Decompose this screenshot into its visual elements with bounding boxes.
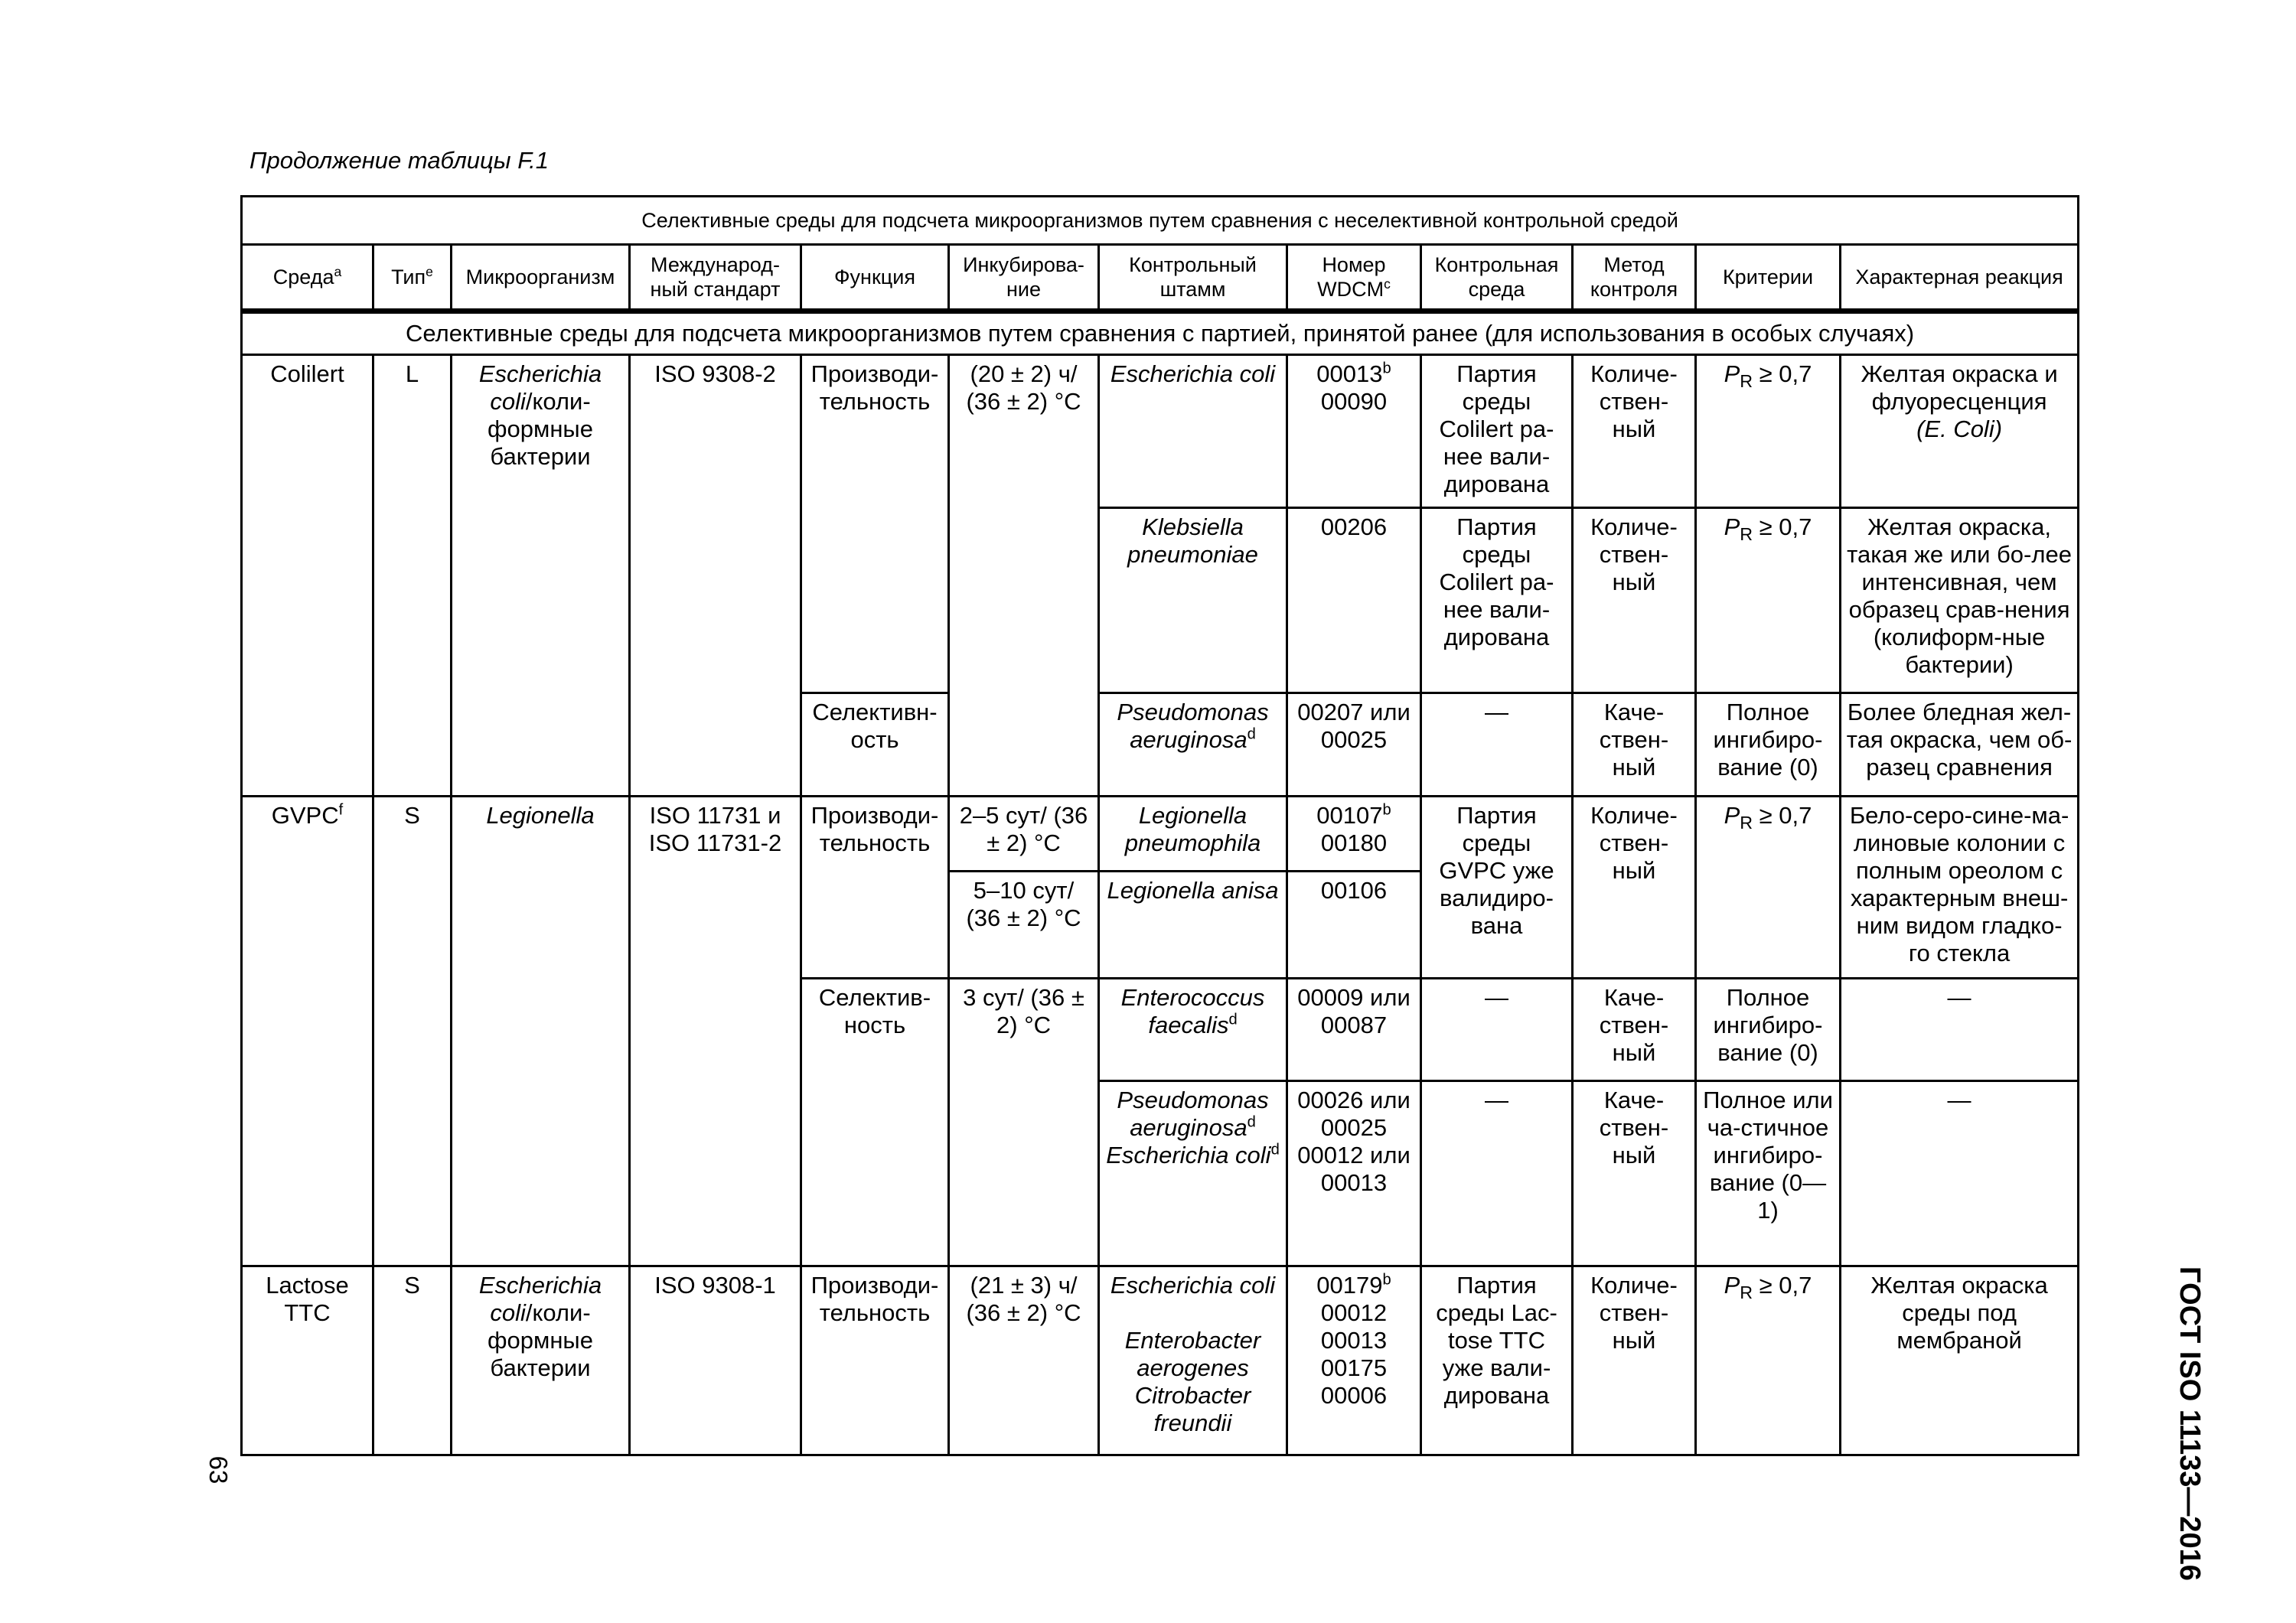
gvpc-medium: GVPC$^f$ (242, 797, 373, 1266)
header-criteria: Критерии (1696, 245, 1841, 311)
standard-designation: ГОСТ ISO 11133—2016 (2174, 1266, 2206, 1581)
gvpc-reaction-4: — (1841, 1081, 2079, 1266)
header-reaction: Характерная реакция (1841, 245, 2079, 311)
colilert-strain-3: Pseudomonas aeruginosa$^d$ (1099, 693, 1287, 797)
header-organism: Микроорганизм (452, 245, 630, 311)
gvpc-control-productivity: Партия среды GVPC уже валидиро-вана (1421, 797, 1573, 979)
colilert-function-productivity: Производи-тельность (801, 355, 949, 693)
gvpc-criteria-productivity: $P_R \ge 0,7$ (1696, 797, 1841, 979)
gvpc-function-selectivity: Селектив-ность (801, 979, 949, 1266)
colilert-criteria-3: Полное ингибиро-вание (0) (1696, 693, 1841, 797)
table-row (242, 1266, 2079, 1455)
lactose-wdcm: 00179$^b$ 00012 00013 00175 00006 (1287, 1266, 1421, 1455)
header-row (242, 245, 2079, 311)
table-banner-row (242, 197, 2079, 245)
lactose-organism: Escherichia coli/коли-формные бактерии (452, 1266, 630, 1455)
header-standard: Международ-ный стандарт (630, 245, 801, 311)
table-banner: Селективные среды для подсчета микроорганизмов путем сравнения с неселективной контрольной средой (242, 197, 2079, 245)
header-function: Функция (801, 245, 949, 311)
lactose-standard: ISO 9308-1 (630, 1266, 801, 1455)
colilert-control-2: Партия среды Colilert ра-нее вали-дирована (1421, 508, 1573, 693)
gvpc-function-productivity: Производи-тельность (801, 797, 949, 979)
lactose-incubation: (21 ± 3) ч/ (36 ± 2) °С (949, 1266, 1099, 1455)
colilert-reaction-1: Желтая окраска и флуоресценция (E. Coli) (1841, 355, 2079, 508)
lactose-reaction: Желтая окраска среды под мембраной (1841, 1266, 2079, 1455)
gvpc-wdcm-3: 00009 или 00087 (1287, 979, 1421, 1081)
colilert-incubation: (20 ± 2) ч/ (36 ± 2) °С (949, 355, 1099, 797)
header-wdcm: Номер WDCM$^c$ (1287, 245, 1421, 311)
gvpc-organism: Legionella (452, 797, 630, 1266)
header-strain: Контрольный штамм (1099, 245, 1287, 311)
colilert-wdcm-3: 00207 или 00025 (1287, 693, 1421, 797)
colilert-method-2: Количе-ствен-ный (1573, 508, 1696, 693)
gvpc-method-4: Каче-ствен-ный (1573, 1081, 1696, 1266)
table-caption: Продолжение таблицы F.1 (249, 147, 549, 174)
colilert-medium: Colilert (242, 355, 373, 797)
lactose-method: Количе-ствен-ный (1573, 1266, 1696, 1455)
lactose-type: S (373, 1266, 452, 1455)
gvpc-reaction-productivity: Бело-серо-сине-ма-линовые колонии с полным ореолом с характерным внеш-ним видом гладко-го стекла (1841, 797, 2079, 979)
gvpc-control-3: — (1421, 979, 1573, 1081)
colilert-method-3: Каче-ствен-ный (1573, 693, 1696, 797)
gvpc-criteria-4: Полное или ча-стичное ингибиро-вание (0—1) (1696, 1081, 1841, 1266)
media-table (240, 195, 2079, 1456)
header-medium: Среда$^a$ (242, 245, 373, 311)
gvpc-control-4: — (1421, 1081, 1573, 1266)
lactose-medium: Lactose TTC (242, 1266, 373, 1455)
section-row (242, 311, 2079, 355)
header-incubation: Инкубирова-ние (949, 245, 1099, 311)
gvpc-criteria-3: Полное ингибиро-вание (0) (1696, 979, 1841, 1081)
colilert-reaction-3: Более бледная жел-тая окраска, чем об-разец сравнения (1841, 693, 2079, 797)
lactose-criteria: $P_R \ge 0,7$ (1696, 1266, 1841, 1455)
gvpc-strain-3: Enterococcus faecalis$^d$ (1099, 979, 1287, 1081)
colilert-control-3: — (1421, 693, 1573, 797)
gvpc-incubation-selectivity: 3 сут/ (36 ± 2) °С (949, 979, 1099, 1266)
gvpc-reaction-3: — (1841, 979, 2079, 1081)
table-row (242, 797, 2079, 872)
gvpc-strain-1: Legionella pneumophila (1099, 797, 1287, 872)
colilert-organism: Escherichia coli/коли-формные бактерии (452, 355, 630, 797)
header-method: Метод контроля (1573, 245, 1696, 311)
colilert-strain-1: Escherichia coli (1099, 355, 1287, 508)
colilert-type: L (373, 355, 452, 797)
gvpc-strain-2: Legionella anisa (1099, 872, 1287, 979)
gvpc-type: S (373, 797, 452, 1266)
colilert-wdcm-1: 00013$^b$ 00090 (1287, 355, 1421, 508)
gvpc-wdcm-1: 00107$^b$ 00180 (1287, 797, 1421, 872)
gvpc-incubation-1: 2–5 сут/ (36 ± 2) °С (949, 797, 1099, 872)
lactose-function: Производи-тельность (801, 1266, 949, 1455)
colilert-strain-2: Klebsiella pneumoniae (1099, 508, 1287, 693)
header-control: Контрольная среда (1421, 245, 1573, 311)
gvpc-wdcm-4: 00026 или 00025 00012 или 00013 (1287, 1081, 1421, 1266)
gvpc-standard: ISO 11731 и ISO 11731-2 (630, 797, 801, 1266)
lactose-strains: Escherichia coli Enterobacter aerogenes Citrobacter freundii (1099, 1266, 1287, 1455)
gvpc-method-productivity: Количе-ствен-ный (1573, 797, 1696, 979)
colilert-control-1: Партия среды Colilert ра-нее вали-дирована (1421, 355, 1573, 508)
colilert-criteria-1: $P_R \ge 0,7$ (1696, 355, 1841, 508)
colilert-function-selectivity: Селективн-ость (801, 693, 949, 797)
colilert-wdcm-2: 00206 (1287, 508, 1421, 693)
gvpc-strain-4: Pseudomonas aeruginosa$^d$ Escherichia coli$^d$ (1099, 1081, 1287, 1266)
gvpc-wdcm-2: 00106 (1287, 872, 1421, 979)
section-title: Селективные среды для подсчета микроорганизмов путем сравнения с партией, принятой ранее (для использования в особых случаях) (242, 311, 2079, 355)
colilert-method-1: Количе-ствен-ный (1573, 355, 1696, 508)
colilert-criteria-2: $P_R \ge 0,7$ (1696, 508, 1841, 693)
page-number: 63 (204, 1455, 233, 1484)
table-row (242, 355, 2079, 508)
colilert-standard: ISO 9308-2 (630, 355, 801, 797)
header-type: Тип$^e$ (373, 245, 452, 311)
gvpc-incubation-2: 5–10 сут/ (36 ± 2) °С (949, 872, 1099, 979)
lactose-control: Партия среды Lac-tose TTC уже вали-дирована (1421, 1266, 1573, 1455)
gvpc-method-3: Каче-ствен-ный (1573, 979, 1696, 1081)
colilert-reaction-2: Желтая окраска, такая же или бо-лее интенсивная, чем образец срав-нения (колиформ-ные бактерии) (1841, 508, 2079, 693)
